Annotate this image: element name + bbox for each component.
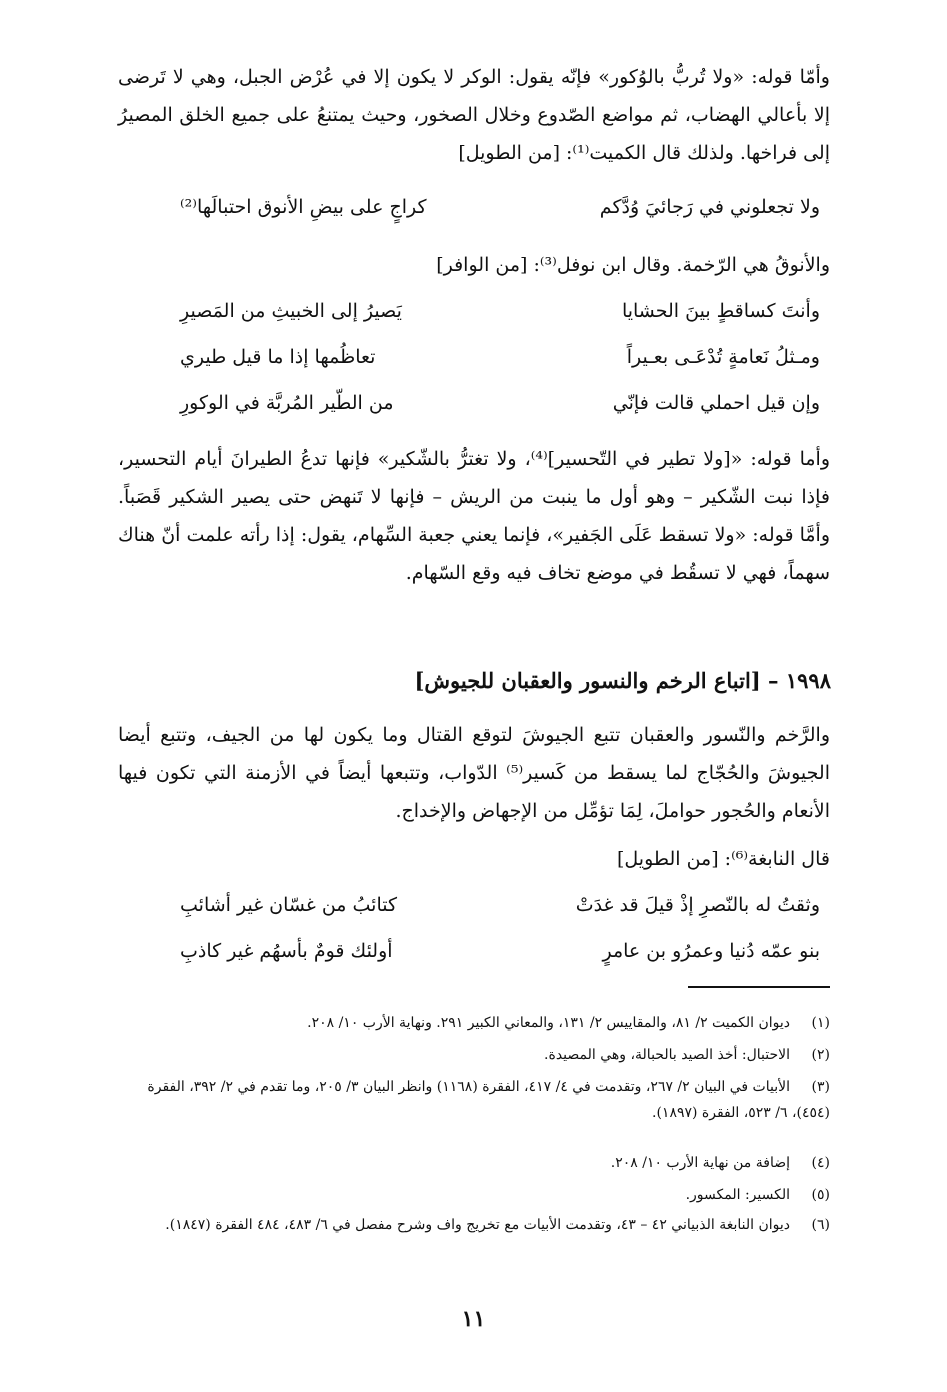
verse-hemistich-first: بنو عمّه دُنيا وعمرُو بن عامرٍ <box>602 940 820 962</box>
footnote-text: الأبيات في البيان ٢/ ٢٦٧، وتقدمت في ٤/ ٤١٧، الفقرة (١١٦٨) وانظر البيان ٣/ ٢٠٥، وما تقدم في ٢/ ٣٩٢، الفقرة (٤٥٤)، ٦/ ٥٢٣، الفقرة (١٨٩٧). <box>147 1079 830 1121</box>
paragraph-anuq: والأنوقُ هي الرّخمة. وقال ابن نوفل⁽³⁾: [من الوافر] <box>436 254 830 276</box>
footnote-text: الكسير: المكسور. <box>685 1187 790 1203</box>
footnote-separator <box>688 986 830 988</box>
paragraph-armies: والرَّخم والنّسور والعقبان تتبع الجيوشَ لتوقع القتال وما يكون لها من الجيف، وتتبع أيضا الجيوشَ والحُجّاج لما يسقط من كَسير⁽⁵⁾ الدّواب، وتتبعها أيضاً في الأزمنة التي تكون فيها الأنعام والحُجور حواملَ، لِمَا تؤمِّل من الإجهاض والإخداج. <box>118 724 830 822</box>
verse-hemistich-second: كتائبُ من غسّان غير أشائبِ <box>180 894 398 916</box>
footnote-number: (٥) <box>811 1187 830 1203</box>
footnote-number: (٣) <box>811 1079 830 1095</box>
paragraph-nabigha-intro: قال النابغة⁽⁶⁾: [من الطويل] <box>616 848 830 870</box>
footnote-text: إضافة من نهاية الأرب ١٠/ ٢٠٨. <box>610 1155 790 1171</box>
verse-hemistich-second: أولئك قومٌ بأسهُم غير كاذبِ <box>180 940 393 962</box>
verse-nabigha-2 <box>180 940 820 980</box>
verse-hemistich-second: يَصيرُ إلى الخبيثِ من المَصيرِ <box>180 300 402 322</box>
verse-hemistich-first: ومـثلُ نَعامةٍ تُدْعَـى بعـيراً <box>626 346 820 368</box>
verse-hemistich-second: تعاظُمها إذا ما قيل طيري <box>180 346 376 368</box>
verse-nawfal-3 <box>180 392 820 432</box>
verse-nawfal-2 <box>180 346 820 386</box>
footnote-text: ديوان الكميت ٢/ ٨١، والمقاييس ٢/ ١٣١، والمعاني الكبير ٢٩١. ونهاية الأرب ١٠/ ٢٠٨. <box>307 1015 790 1031</box>
footnote-text: الاحتبال: أخذ الصيد بالحبالة، وهي المصيدة. <box>544 1047 790 1063</box>
verse-hemistich-second: كراجٍ على بيضِ الأنوق احتبالَها⁽²⁾ <box>180 196 427 218</box>
footnote-2 <box>118 1042 830 1068</box>
verse-hemistich-first: وإن قيل احملي قالت فإنّي <box>612 392 820 414</box>
footnote-5 <box>118 1182 830 1208</box>
footnote-6 <box>118 1212 830 1238</box>
verse-nawfal-1 <box>180 300 820 340</box>
footnote-3 <box>118 1074 830 1126</box>
footnote-number: (٤) <box>811 1155 830 1171</box>
verse-hemistich-first: وثقتُ له بالنّصرِ إذْ قيلَ قد غدَتْ <box>575 894 820 916</box>
footnote-4 <box>118 1150 830 1176</box>
section-heading: ١٩٩٨ – [اتباع الرخم والنسور والعقبان للجيوش] <box>414 668 831 693</box>
paragraph-tahsir: وأما قوله: «[ولا تطير في التّحسير]⁽⁴⁾، ولا تغترُّ بالشّكير» فإنها تدعُ الطيرانَ أيام التحسير، فإذا نبت الشّكير – وهو أول ما ينبت من الريش – فإنها لا تَنهض حتى يصير الشكير قَصَباً. وأمَّا قوله: «ولا تسقط عَلَى الجَفير»، فإنما يعني جعبة السِّهام، يقول: إذا رأته علمت أنّ هناك سهماً، فهي لا تسقُط في موضع تخاف فيه وقع السّهام. <box>117 448 830 584</box>
verse-hemistich-second: من الطّير المُربَّة في الوكورِ <box>180 392 394 414</box>
verse-nabigha-1 <box>180 894 820 934</box>
verse-hemistich-first: وأنتَ كساقطٍ بينَ الحشايا <box>621 300 820 322</box>
footnote-text: ديوان النابغة الذبياني ٤٢ – ٤٣، وتقدمت الأبيات مع تخريج واف وشرح مفصل في ٦/ ٤٨٣، ٤٨٤ الفقرة (١٨٤٧). <box>165 1217 790 1233</box>
footnote-number: (١) <box>811 1015 830 1031</box>
verse-kumait <box>180 196 820 236</box>
page-number: ١١ <box>461 1306 486 1332</box>
verse-hemistich-first: ولا تجعلوني في رَجائيَ وُدَّكم <box>599 196 820 218</box>
footnote-number: (٦) <box>811 1217 830 1233</box>
footnote-number: (٢) <box>811 1047 830 1063</box>
paragraph-wukur: وأمّا قوله: «ولا تُربُّ بالوُكور» فإنّه يقول: الوكر لا يكون إلا في عُرْض الجبل، وهي لا تَرضى إلا بأعالي الهضاب، ثم مواضع الصّدوع وخلال الصخور، وحيث يمتنعُ على جميع الخلق المصيرُ إلى فراخها. ولذلك قال الكميت⁽¹⁾: [من الطويل] <box>118 66 830 164</box>
footnote-1 <box>118 1010 830 1036</box>
